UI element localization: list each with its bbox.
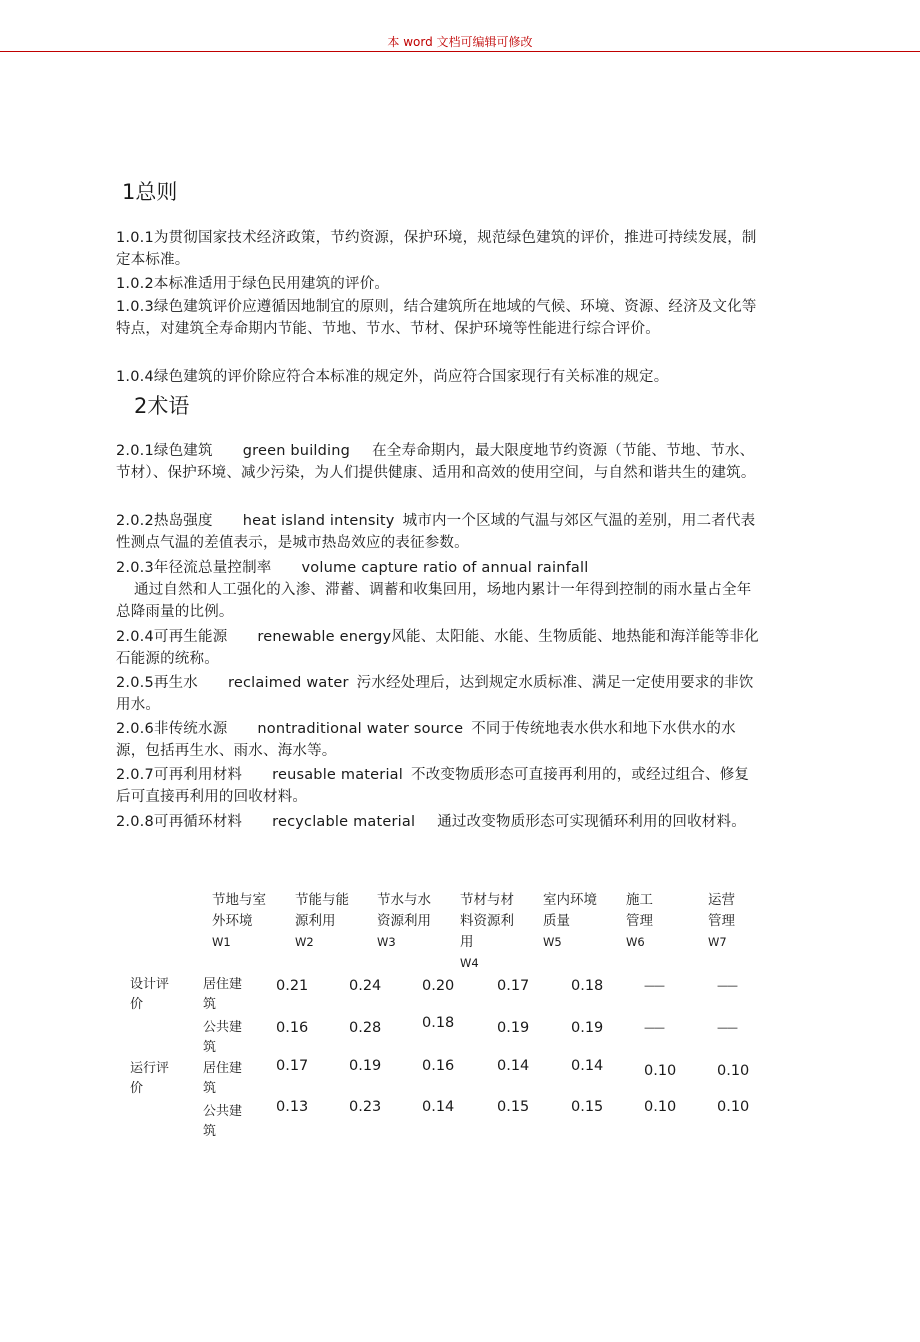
table-cell: 0.24 xyxy=(349,978,382,994)
table-cell: 0.17 xyxy=(497,978,530,994)
clause-1-0-1: 1.0.1为贯彻国家技术经济政策，节约资源，保护环境，规范绿色建筑的评价，推进可持续发展，制定本标准。 xyxy=(116,230,757,268)
table-cell: 0.19 xyxy=(349,1058,382,1074)
term-2-0-8: 2.0.8可再循环材料 recyclable material 通过改变物质形态可实现循环利用的回收材料。 xyxy=(116,814,746,830)
header-note: 本 word 文档可编辑可修改 xyxy=(387,35,533,49)
table-header-w3: 节水与水资源利用 W3 xyxy=(377,892,431,949)
term-2-0-6: 2.0.6非传统水源 nontraditional water source 不同于传统地表水供水和地下水供水的水源，包括再生水、雨水、海水等。 xyxy=(116,721,736,759)
table-cell: 0.16 xyxy=(422,1058,455,1074)
section-1-heading: 1总则 xyxy=(122,180,178,204)
table-cell: —— xyxy=(644,1021,664,1034)
section-2-heading: 2术语 xyxy=(134,394,190,418)
clause-1-0-4: 1.0.4绿色建筑的评价除应符合本标准的规定外，尚应符合国家现行有关标准的规定。 xyxy=(116,369,669,385)
table-cell: 0.18 xyxy=(422,1015,455,1031)
row-label: 公共建筑 xyxy=(203,1020,243,1055)
term-2-0-1: 2.0.1绿色建筑 green building 在全寿命期内，最大限度地节约资源（节能、节地、节水、节材）、保护环境、减少污染，为人们提供健康、适用和高效的使用空间，与自然和谐共生的建筑。 xyxy=(116,443,756,481)
row-label: 居住建筑 xyxy=(203,977,243,1012)
table-cell: 0.10 xyxy=(644,1063,677,1079)
term-2-0-4: 2.0.4可再生能源 renewable energy风能、太阳能、水能、生物质能、地热能和海洋能等非化石能源的统称。 xyxy=(116,629,759,667)
table-header-w4: 节材与材料资源利用 W4 xyxy=(460,892,514,970)
table-cell: 0.15 xyxy=(571,1099,604,1115)
table-cell: 0.10 xyxy=(717,1099,750,1115)
table-cell: —— xyxy=(644,979,664,992)
term-2-0-7: 2.0.7可再利用材料 reusable material 不改变物质形态可直接再利用的，或经过组合、修复后可直接再利用的回收材料。 xyxy=(116,767,750,805)
table-cell: 0.14 xyxy=(571,1058,604,1074)
table-cell: 0.23 xyxy=(349,1099,382,1115)
table-cell: 0.28 xyxy=(349,1020,382,1036)
table-header-w1: 节地与室外环境 W1 xyxy=(212,892,266,949)
table-cell: —— xyxy=(717,979,737,992)
table-header-w5: 室内环境质量 W5 xyxy=(543,892,597,949)
table-header-w6: 施工管理 W6 xyxy=(626,892,653,949)
table-cell: 0.15 xyxy=(497,1099,530,1115)
table-cell: 0.19 xyxy=(571,1020,604,1036)
group-label-design: 设计评价 xyxy=(130,977,170,1012)
table-cell: 0.17 xyxy=(276,1058,309,1074)
table-cell: 0.10 xyxy=(717,1063,750,1079)
clause-1-0-3: 1.0.3绿色建筑评价应遵循因地制宜的原则，结合建筑所在地域的气候、环境、资源、经济及文化等特点，对建筑全寿命期内节能、节地、节水、节材、保护环境等性能进行综合评价。 xyxy=(116,299,757,337)
row-label: 居住建筑 xyxy=(203,1061,243,1096)
table-cell: 0.21 xyxy=(276,978,309,994)
table-header-w7: 运营管理 W7 xyxy=(708,892,735,949)
table-cell: 0.16 xyxy=(276,1020,309,1036)
table-cell: 0.14 xyxy=(422,1099,455,1115)
row-label: 公共建筑 xyxy=(203,1104,243,1139)
table-cell: 0.13 xyxy=(276,1099,309,1115)
table-cell: 0.18 xyxy=(571,978,604,994)
clause-1-0-2: 1.0.2本标准适用于绿色民用建筑的评价。 xyxy=(116,276,390,292)
table-cell: —— xyxy=(717,1021,737,1034)
table-header-w2: 节能与能源利用 W2 xyxy=(295,892,349,949)
term-2-0-5: 2.0.5再生水 reclaimed water 污水经处理后，达到规定水质标准、满足一定使用要求的非饮用水。 xyxy=(116,675,754,713)
term-2-0-3: 2.0.3年径流总量控制率 volume capture ratio of annual rainfall 通过自然和人工强化的入渗、滞蓄、调蓄和收集回用，场地内累计一年得到控制的雨水量占全年总降雨量的比例。 xyxy=(116,560,752,620)
table-cell: 0.14 xyxy=(497,1058,530,1074)
term-2-0-2: 2.0.2热岛强度 heat island intensity 城市内一个区域的气温与郊区气温的差别，用二者代表性测点气温的差值表示，是城市热岛效应的表征参数。 xyxy=(116,513,756,551)
group-label-operation: 运行评价 xyxy=(130,1061,170,1096)
table-cell: 0.20 xyxy=(422,978,455,994)
table-cell: 0.19 xyxy=(497,1020,530,1036)
table-cell: 0.10 xyxy=(644,1099,677,1115)
